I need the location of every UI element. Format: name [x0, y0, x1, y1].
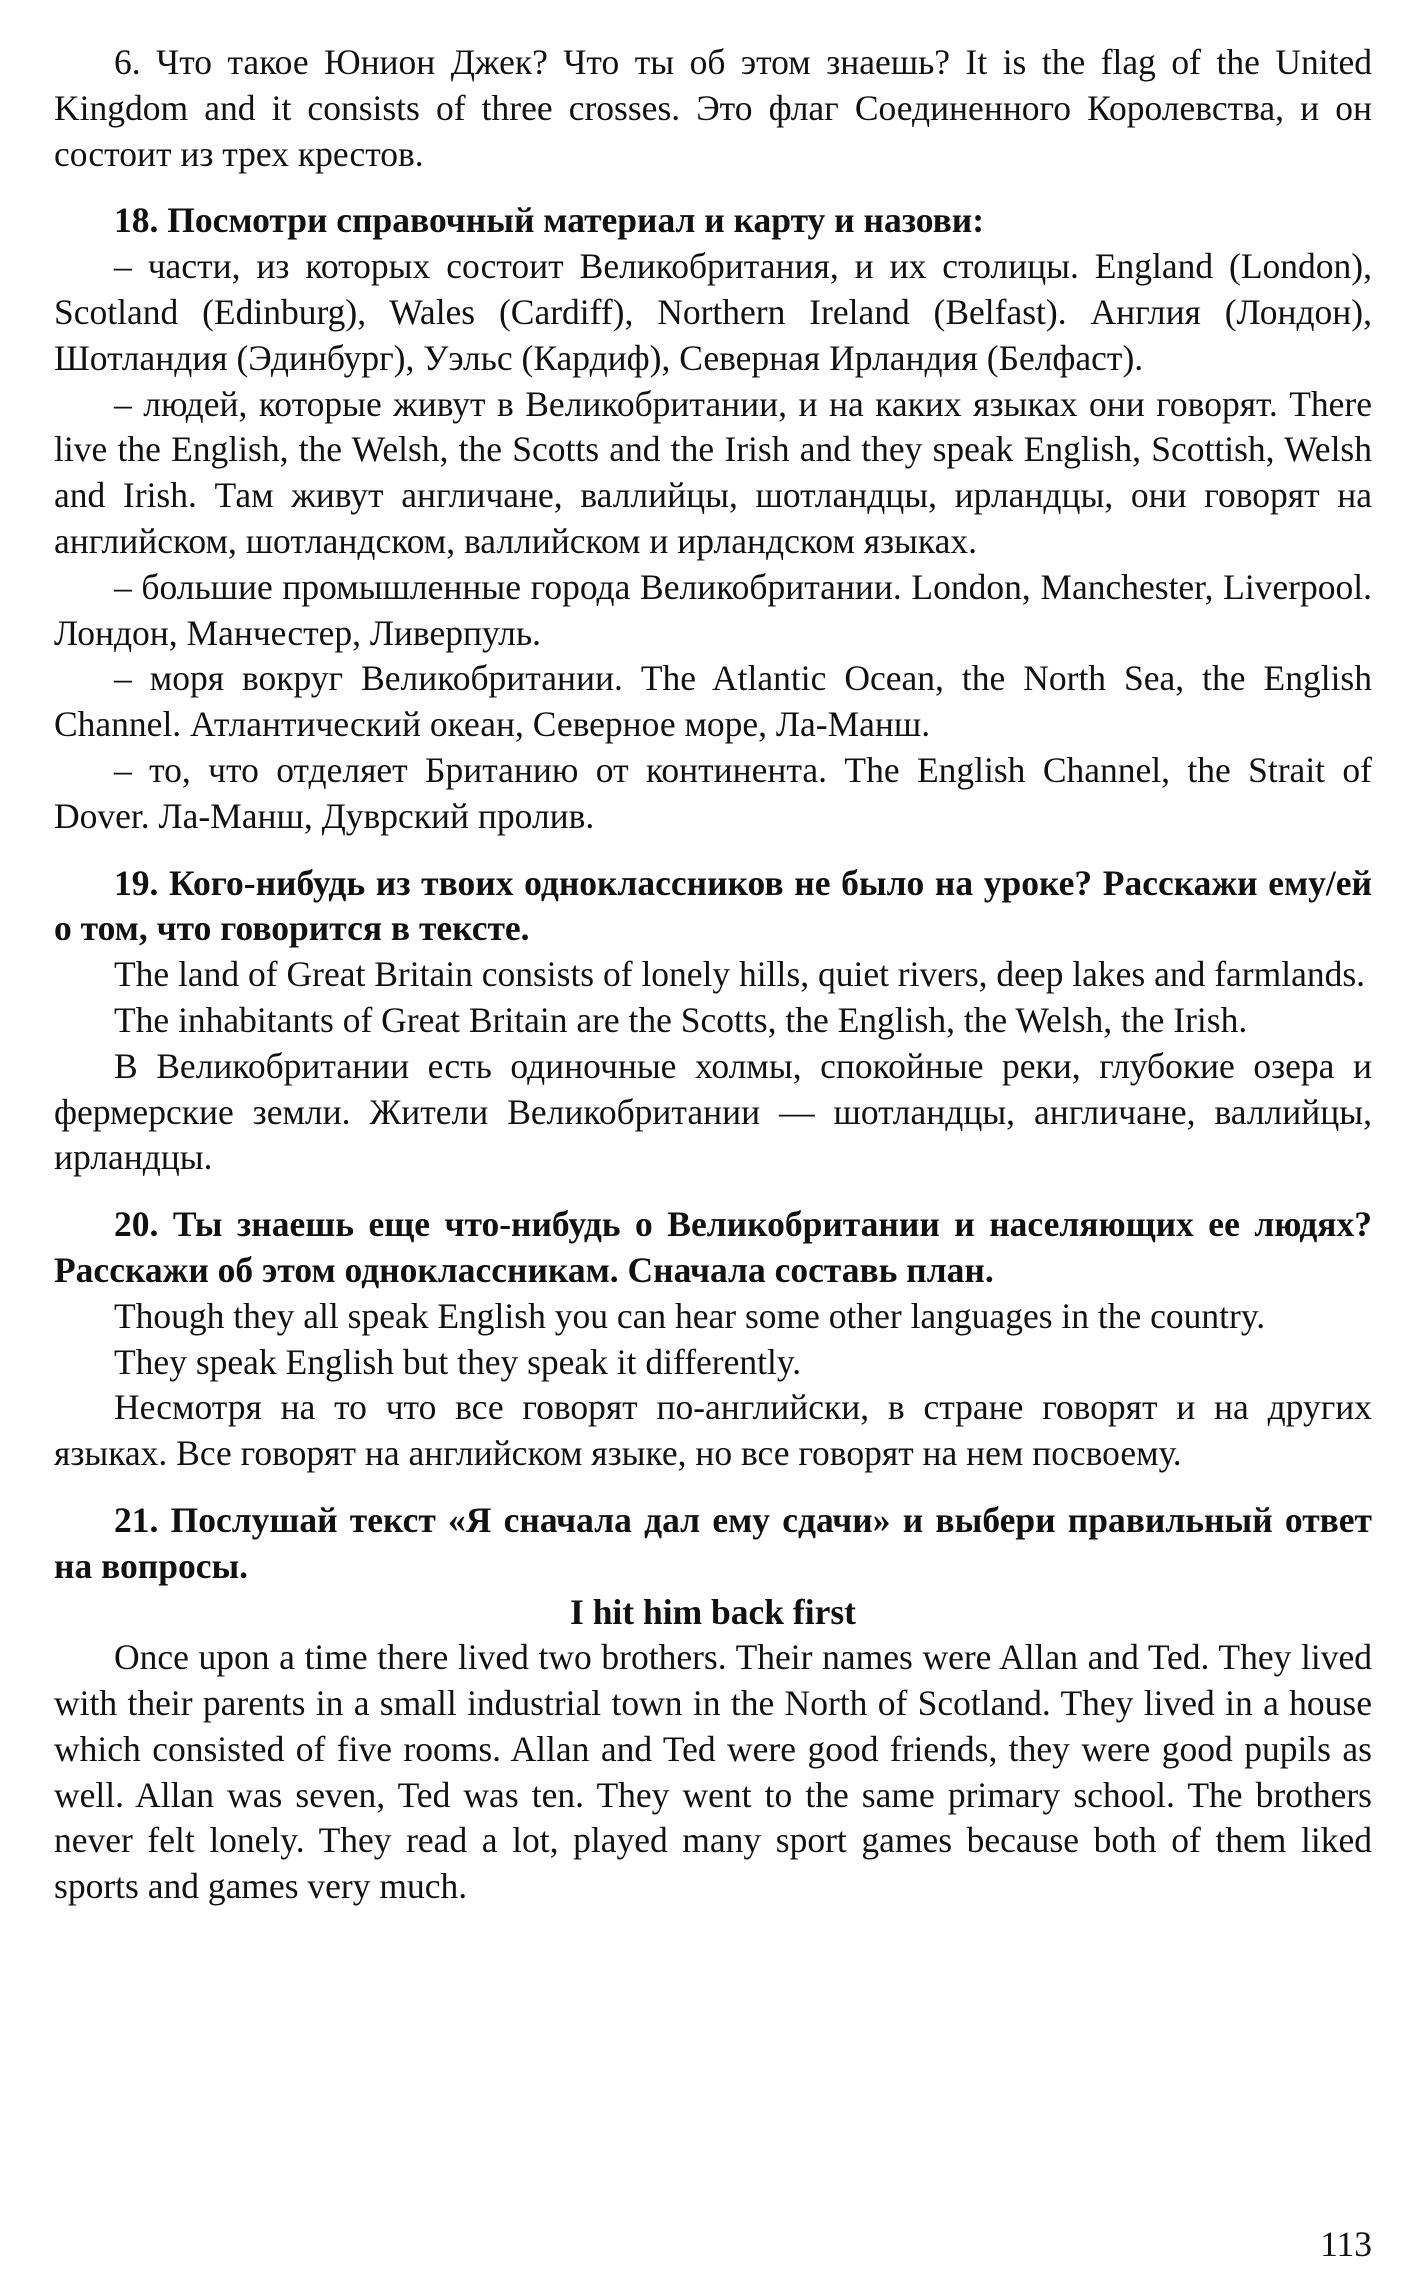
task-18-item-parts: – части, из которых состоит Великобритания, и их столицы. England (London), Scotland (Edinburg), Wales (Cardiff), Northern Ireland (Belfast). Англия (Лондон), Шотландия (Эдинбург), Уэльс (Кардиф), Северная Ирландия (Белфаст). — [54, 246, 1372, 378]
task-18-item-seas: – моря вокруг Великобритании. The Atlantic Ocean, the North Sea, the English Channel. Атлантический океан, Северное море, Ла-Манш. — [54, 658, 1372, 745]
page-number: 113 — [1320, 2224, 1372, 2264]
story-text: Once upon a time there lived two brothers. Their names were Allan and Ted. They lived with their parents in a small industrial town in the North of Scotland. They lived in a house which consisted of five rooms. Allan and Ted were good friends, they were good pupils as well. Allan was seven, Ted was ten. They went to the same primary school. The brothers never felt lonely. They read a lot, played many sport games because both of them liked sports and games very much. — [54, 1637, 1372, 1907]
story-title: I hit him back first — [570, 1591, 856, 1632]
task-20-languages: Though they all speak English you can hear some other languages in the country. — [114, 1295, 1266, 1336]
task-19-inhabitants: The inhabitants of Great Britain are the Scotts, the English, the Welsh, the Irish. — [114, 999, 1248, 1040]
task-18-heading: 18. Посмотри справочный материал и карту и назови: — [114, 200, 985, 241]
task-19-translation: В Великобритании есть одиночные холмы, спокойные реки, глубокие озера и фермерские земли. Жители Великобритании — шотландцы, англичане, валлийцы, ирландцы. — [54, 1045, 1372, 1178]
task-18-item-strait: – то, что отделяет Британию от континента. The English Channel, the Strait of Dover. Ла-Манш, Дуврский пролив. — [54, 749, 1372, 836]
question-6-answer: 6. Что такое Юнион Джек? Что ты об этом знаешь? It is the flag of the United Kingdom and it consists of three crosses. Это флаг Соединенного Королевства, и он состоит из трех крестов. — [54, 42, 1372, 174]
task-20-heading: 20. Ты знаешь еще что-нибудь о Великобритании и населяющих ее людях? Расскажи об этом одноклассникам. Сначала составь план. — [54, 1204, 1372, 1290]
task-20-translation: Несмотря на то что все говорят по-английски, в стране говорят и на других языках. Все говорят на английском языке, но все говорят на нем посвоему. — [54, 1387, 1372, 1474]
task-19-heading: 19. Кого-нибудь из твоих одноклассников не было на уроке? Расскажи ему/ей о том, что говорится в тексте. — [54, 862, 1372, 949]
task-18-item-people: – людей, которые живут в Великобритании, и на каких языках они говорят. There live the English, the Welsh, the Scotts and the Irish and they speak English, Scottish, Welsh and Irish. Там живут англичане, валлийцы, шотландцы, ирландцы, они говорят на английском, шотландском, валлийском и ирландском языках. — [54, 383, 1372, 561]
task-18-item-cities: – большие промышленные города Великобритании. London, Manchester, Liverpool. Лондон, Манчестер, Ливерпуль. — [54, 566, 1372, 653]
textbook-page — [54, 40, 1372, 1910]
task-19-land: The land of Great Britain consists of lonely hills, quiet rivers, deep lakes and farmlands. — [114, 954, 1366, 995]
task-20-differently: They speak English but they speak it differently. — [114, 1341, 802, 1382]
task-21-heading: 21. Послушай текст «Я сначала дал ему сдачи» и выбери правильный ответ на вопросы. — [54, 1499, 1372, 1586]
